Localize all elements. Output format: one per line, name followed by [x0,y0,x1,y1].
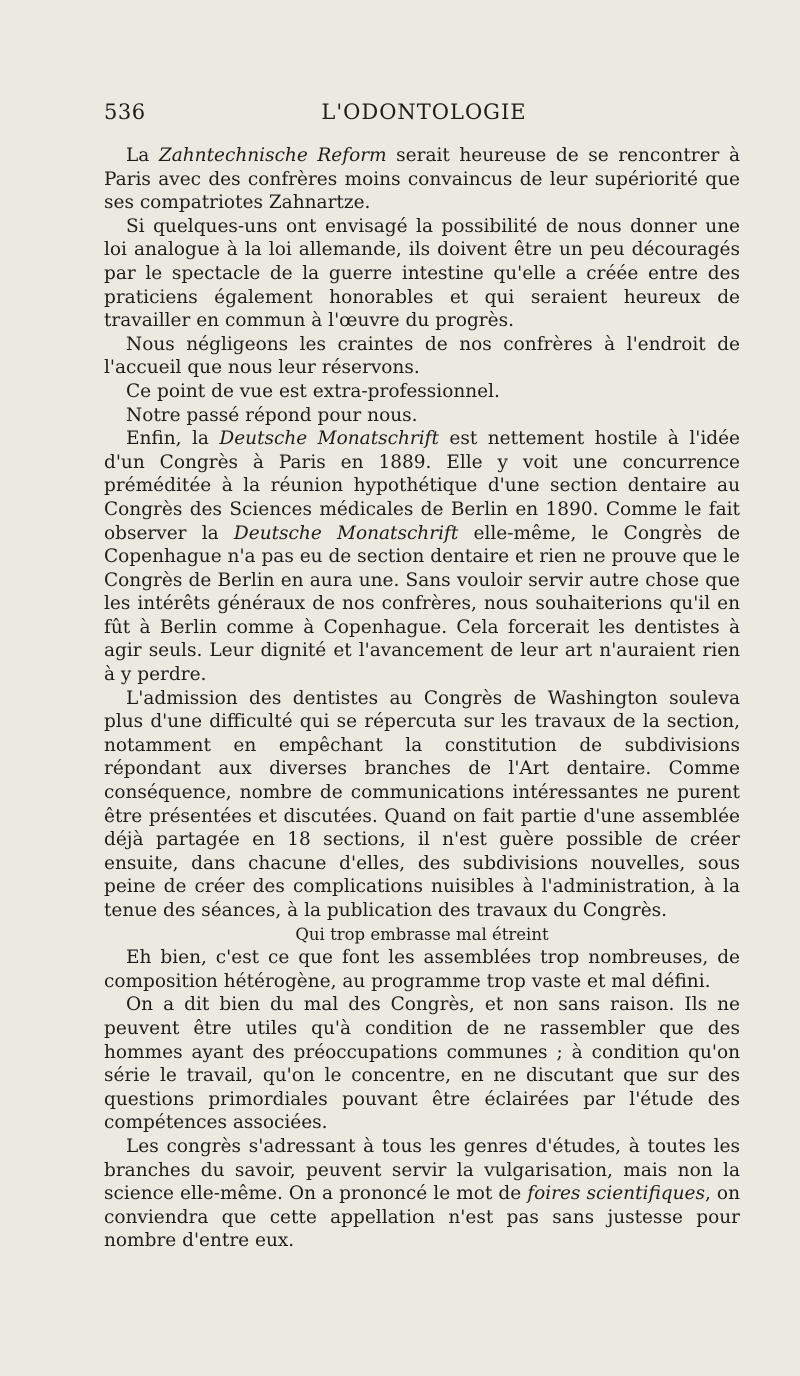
text-span: , on conviendra que cette appellation n'est pas sans justesse pour nombre d'entre eux. [104,1183,740,1252]
text-span: elle-même, le Congrès de Copenhague n'a pas eu de section dentaire et rien ne prouve que le Congrès de Berlin en aura une. Sans vouloir servir autre chose que les intérêts généraux de nos confrères, nous souhaiterions qu'il en fût à Berlin comme à Copenhague. Cela forcerait les dentistes à agir seuls. Leur dignité et l'avancement de leur art n'auraient rien à y perdre. [104,522,741,686]
text-span: serait heureuse de se rencontrer à Paris avec des confrères moins convaincus de leur supériorité que ses compatriotes Zahnartze. [104,145,740,214]
paragraph-10 [104,1135,740,1253]
paragraph-4: Ce point de vue est extra-professionnel. [126,380,500,402]
page-number: 536 [104,100,146,124]
paragraph-6 [104,427,740,687]
paragraph-1 [104,144,740,215]
running-title: L'ODONTOLOGIE [321,100,527,124]
italic-title: Deutsche Monatschrift [219,428,439,450]
italic-phrase: foires scientifiques [527,1183,705,1205]
body-text [104,144,740,1253]
paragraph-2: Si quelques-uns ont envisagé la possibilité de nous donner une loi analogue à la loi allemande, ils doivent être un peu découragés par le spectacle de la guerre intestine qu'elle a créée entre des praticiens également honorables et qui seraient heureux de travailler en commun à l'œuvre du progrès. [104,215,740,332]
running-header [104,100,744,132]
text-span: Les congrès s'adressant à tous les genres d'études, à toutes les branches du savoir, peuvent servir la vulgarisation, mais non la science elle-même. On a prononcé le mot de [104,1135,740,1205]
paragraph-8: Eh bien, c'est ce que font les assemblées trop nombreuses, de composition hétérogène, au programme trop vaste et mal défini. [104,947,740,992]
section-subheading: Qui trop embrasse mal étreint [295,924,549,944]
italic-title: Deutsche Monatschrift [233,522,459,544]
text-span: est nettement hostile à l'idée d'un Congrès à Paris en 1889. Elle y voit une concurrence préméditée à la réunion hypothétique d'une section dentaire au Congrès des Sciences médicales de Berlin en 1890. Comme le fait observer la [104,428,741,544]
paragraph-3: Nous négligeons les craintes de nos confrères à l'endroit de l'accueil que nous leur réservons. [104,333,740,379]
italic-title: Zahntechnische Reform [158,145,387,166]
paragraph-5: Notre passé répond pour nous. [126,404,418,426]
text-span: La [126,145,159,166]
text-span: Enfin, la [126,428,220,450]
paragraph-9: On a dit bien du mal des Congrès, et non sans raison. Ils ne peuvent être utiles qu'à condition de ne rassembler que des hommes ayant des préoccupations communes ; à condition qu'on série le travail, qu'on le concentre, en ne discutant que sur des questions primordiales pouvant être éclairées par l'étude des compétences associées. [104,994,740,1134]
paragraph-7: L'admission des dentistes au Congrès de Washington souleva plus d'une difficulté qui se répercuta sur les travaux de la section, notamment en empêchant la constitution de subdivisions répondant aux diverses branches de l'Art dentaire. Comme conséquence, nombre de communications intéressantes ne purent être présentées et discutées. Quand on fait partie d'une assemblée déjà partagée en 18 sections, il n'est guère possible de créer ensuite, dans chacune d'elles, des subdivisions nouvelles, sous peine de créer des complications nuisibles à l'administration, à la tenue des séances, à la publication des travaux du Congrès. [104,687,740,921]
